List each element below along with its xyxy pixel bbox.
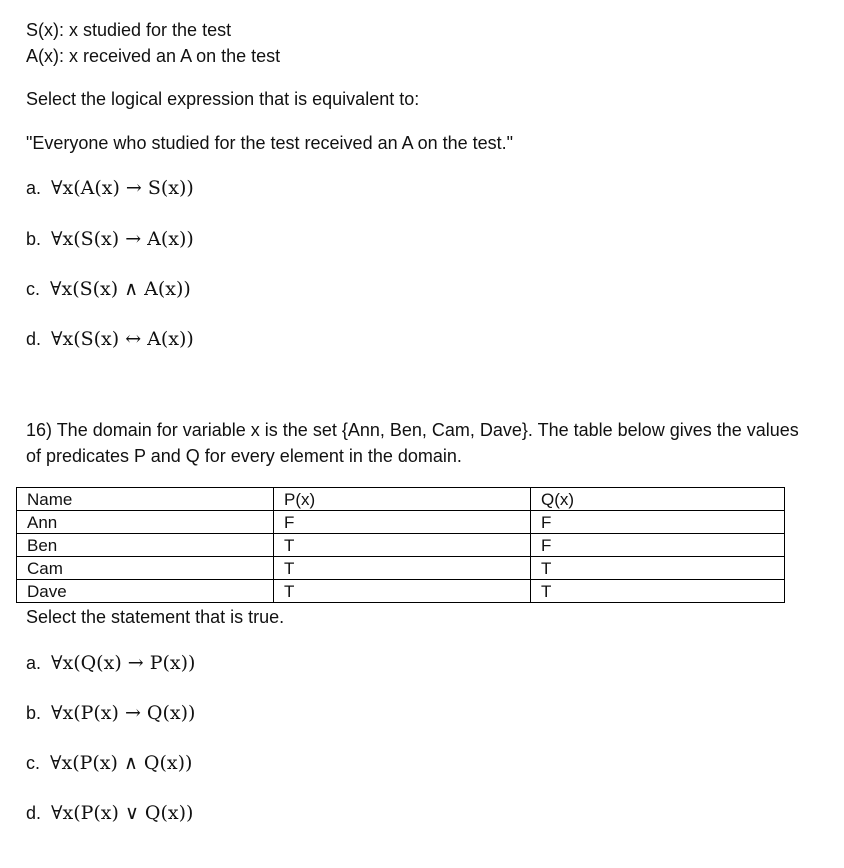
- q16-option-a[interactable]: [26, 651, 195, 675]
- option-expression: ∀x(S(x) ↔ A(x)): [51, 328, 194, 350]
- option-expression: ∀x(P(x) ∧ Q(x)): [50, 752, 193, 774]
- option-label: c.: [26, 279, 41, 299]
- cell-q: F: [531, 511, 785, 534]
- cell-p: F: [274, 511, 531, 534]
- option-label: a.: [26, 178, 42, 198]
- cell-name: Ann: [17, 511, 274, 534]
- table-header-row: [17, 488, 785, 511]
- cell-q: T: [531, 580, 785, 603]
- cell-p: T: [274, 534, 531, 557]
- option-expression: ∀x(P(x) → Q(x)): [51, 702, 196, 724]
- table-row: [17, 511, 785, 534]
- header-p: P(x): [274, 488, 531, 511]
- q15-option-a[interactable]: [26, 176, 194, 200]
- cell-name: Cam: [17, 557, 274, 580]
- q16-intro: 16) The domain for variable x is the set {Ann, Ben, Cam, Dave}. The table below gives the values of predicates P and Q for every element in the domain.: [26, 420, 799, 466]
- header-name: Name: [17, 488, 274, 511]
- q16-option-b[interactable]: [26, 701, 195, 725]
- option-label: d.: [26, 803, 42, 823]
- cell-p: T: [274, 557, 531, 580]
- q16-option-d[interactable]: [26, 801, 193, 825]
- q15-option-d[interactable]: [26, 327, 194, 351]
- cell-q: F: [531, 534, 785, 557]
- option-expression: ∀x(S(x) ∧ A(x)): [50, 278, 191, 300]
- cell-p: T: [274, 580, 531, 603]
- q15-option-b[interactable]: [26, 227, 194, 251]
- q15-statement: "Everyone who studied for the test received an A on the test.": [26, 133, 514, 153]
- option-label: b.: [26, 703, 42, 723]
- q16-option-c[interactable]: [26, 751, 192, 775]
- table-row: [17, 557, 785, 580]
- option-label: a.: [26, 653, 42, 673]
- definition-a: A(x): x received an A on the test: [26, 46, 281, 66]
- cell-name: Dave: [17, 580, 274, 603]
- q15-option-c[interactable]: [26, 277, 191, 301]
- option-expression: ∀x(S(x) → A(x)): [51, 228, 194, 250]
- definition-s: S(x): x studied for the test: [26, 20, 232, 40]
- option-label: c.: [26, 753, 41, 773]
- header-q: Q(x): [531, 488, 785, 511]
- table-row: [17, 580, 785, 603]
- q16-prompt: Select the statement that is true.: [26, 607, 285, 627]
- q15-prompt: Select the logical expression that is equivalent to:: [26, 89, 420, 109]
- option-expression: ∀x(A(x) → S(x)): [51, 177, 194, 199]
- option-label: d.: [26, 329, 42, 349]
- cell-name: Ben: [17, 534, 274, 557]
- option-label: b.: [26, 229, 42, 249]
- table-row: [17, 534, 785, 557]
- cell-q: T: [531, 557, 785, 580]
- option-expression: ∀x(P(x) ∨ Q(x)): [51, 802, 194, 824]
- predicate-table: [16, 487, 785, 603]
- option-expression: ∀x(Q(x) → P(x)): [51, 652, 196, 674]
